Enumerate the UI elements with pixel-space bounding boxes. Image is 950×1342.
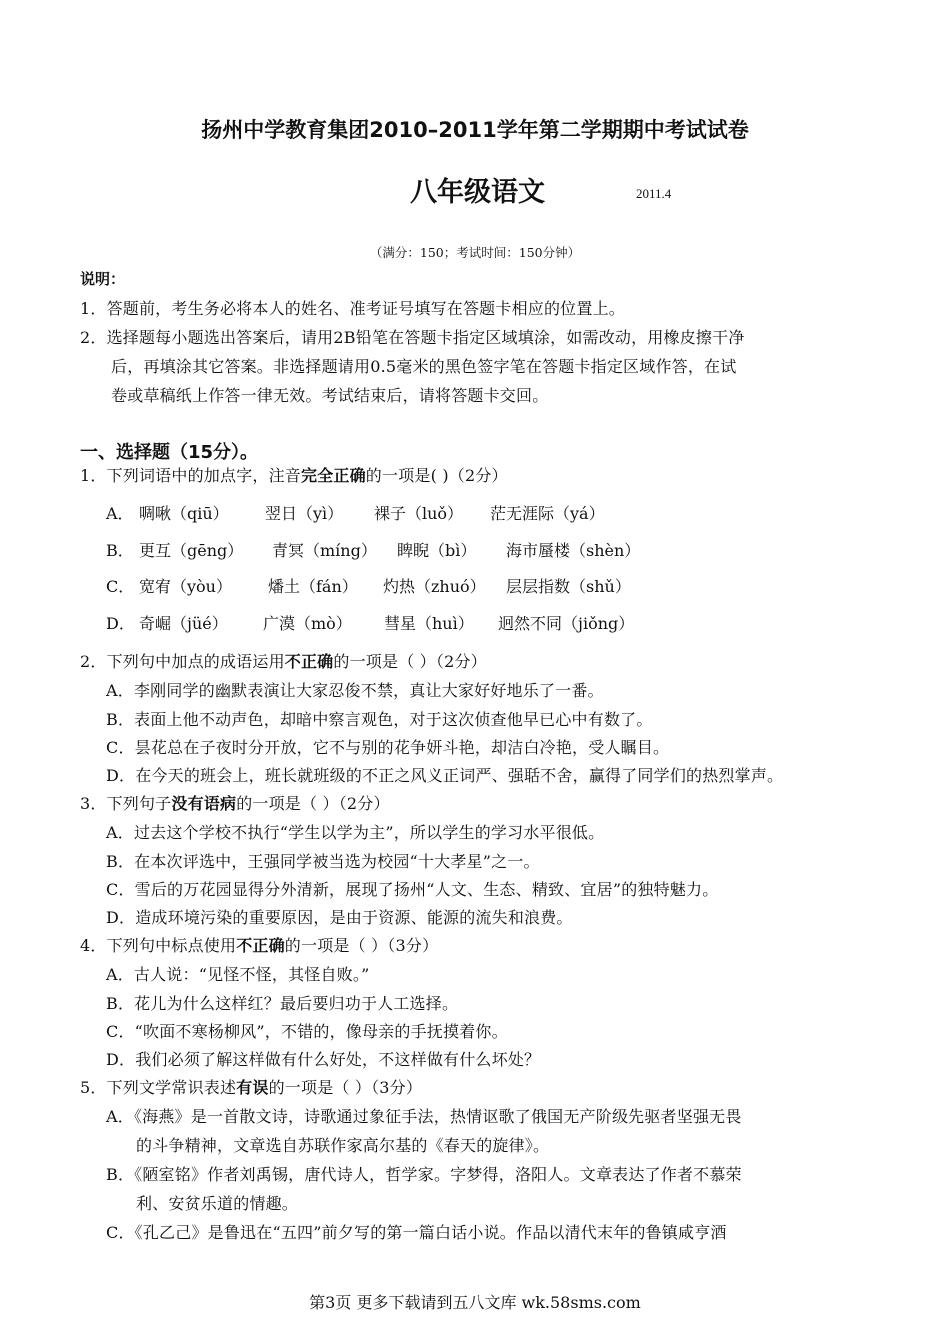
- q3-stem-prefix: 3．下列句子: [80, 794, 172, 813]
- q4-stem-emphasis: 不正确: [236, 936, 285, 955]
- q2-stem-prefix: 2．下列句中加点的成语运用: [80, 652, 285, 671]
- note-2-line-3: 卷或草稿纸上作答一律无效。考试结束后，请将答题卡交回。: [111, 386, 549, 405]
- q5-option-b-line-2: 利、安贫乐道的情趣。: [136, 1194, 299, 1213]
- q4-stem-suffix: 的一项是（ ）（3分）: [284, 936, 439, 955]
- q1-d-word-2: 广漠（mò）: [263, 614, 352, 633]
- q1-b-word-2: 青冥（míng）: [272, 541, 377, 560]
- q4-option-d: D．我们必须了解这样做有什么好处，不这样做有什么坏处？: [106, 1050, 541, 1069]
- q2-stem: [80, 649, 487, 672]
- q1-stem-suffix: 的一项是( )（2分）: [365, 466, 508, 485]
- q1-b-word-3: 睥睨（bì）: [397, 541, 477, 560]
- q2-stem-emphasis: 不正确: [284, 652, 334, 671]
- q4-option-c: C．“吹面不寒杨柳风”，不错的，像母亲的手抚摸着你。: [106, 1022, 508, 1041]
- q1-d-word-1: 奇崛（jüé）: [139, 614, 228, 633]
- q4-stem: [80, 933, 438, 956]
- q5-stem-emphasis: 有误: [236, 1078, 269, 1097]
- q1-stem-emphasis: 完全正确: [300, 466, 366, 485]
- q1-a-word-2: 翌日（yì）: [265, 504, 344, 523]
- section-heading: 一、选择题（15分）。: [80, 442, 259, 463]
- q2-option-b: B．表面上他不动声色，却暗中察言观色，对于这次侦查他早已心中有数了。: [106, 710, 653, 729]
- exam-date: 2011.4: [636, 186, 672, 201]
- note-2-line-1: 2．选择题每小题选出答案后，请用2B铅笔在答题卡指定区域填涂，如需改动，用橡皮擦干净: [80, 328, 745, 347]
- q4-stem-prefix: 4．下列句中标点使用: [80, 936, 237, 955]
- exam-title: 扬州中学教育集团2010–2011学年第二学期期中考试试卷: [201, 118, 749, 142]
- notes-heading: 说明：: [80, 270, 126, 288]
- q1-a-word-4: 茫无涯际（yá）: [490, 504, 605, 523]
- q1-a-label: A．: [106, 504, 134, 523]
- q1-b-word-4: 海市蜃楼（shèn）: [506, 541, 641, 560]
- q1-b-label: B．: [106, 541, 134, 560]
- q1-d-word-3: 彗星（huì）: [384, 614, 474, 633]
- q4-option-a: A．古人说：“见怪不怪，其怪自败。”: [106, 965, 370, 984]
- q3-option-c: C．雪后的万花园显得分外清新，展现了扬州“人文、生态、精致、宜居”的独特魅力。: [106, 880, 719, 899]
- q5-stem-prefix: 5．下列文学常识表述: [80, 1078, 237, 1097]
- q5-option-a-line-2: 的斗争精神，文章选自苏联作家高尔基的《春天的旋律》。: [136, 1136, 550, 1155]
- q5-option-c-line-1: C．《孔乙己》是鲁迅在“五四”前夕写的第一篇白话小说。作品以清代末年的鲁镇咸亨酒: [106, 1223, 727, 1242]
- q1-c-word-2: 燔土（fán）: [268, 577, 358, 596]
- q1-b-word-1: 更互（gēng）: [139, 541, 244, 560]
- q1-c-word-4: 层层指数（shǔ）: [506, 577, 631, 596]
- q1-d-word-4: 迥然不同（jiǒng）: [498, 614, 635, 633]
- q1-stem-prefix: 1．下列词语中的加点字，注音: [80, 466, 301, 485]
- q2-option-a: A．李刚同学的幽默表演让大家忍俊不禁，真让大家好好地乐了一番。: [106, 681, 604, 700]
- q1-stem: [80, 463, 508, 486]
- q1-d-label: D．: [106, 614, 135, 633]
- exam-subtitle: 八年级语文: [410, 177, 545, 208]
- q5-stem: [80, 1075, 422, 1098]
- q1-c-label: C．: [106, 577, 135, 596]
- q3-option-a: A．过去这个学校不执行“学生以学为主”，所以学生的学习水平很低。: [106, 823, 605, 842]
- q3-option-b: B．在本次评选中，王强同学被当选为校园“十大孝星”之一。: [106, 852, 540, 871]
- page-footer: 第3页 更多下载请到五八文库 wk.58sms.com: [309, 1293, 641, 1312]
- exam-info: （满分：150；考试时间：150分钟）: [369, 245, 581, 260]
- q4-option-b: B．花儿为什么这样红？最后要归功于人工选择。: [106, 994, 459, 1013]
- q2-option-c: C．昙花总在子夜时分开放，它不与别的花争妍斗艳，却洁白冷艳，受人瞩目。: [106, 738, 670, 757]
- q5-option-b-line-1: B．《陋室铭》作者刘禹锡，唐代诗人，哲学家。字梦得，洛阳人。文章表达了作者不慕荣: [106, 1165, 742, 1184]
- q1-a-word-1: 啁啾（qiū）: [139, 504, 229, 523]
- q3-stem: [80, 791, 390, 814]
- q5-option-a-line-1: A．《海燕》是一首散文诗，诗歌通过象征手法，热情讴歌了俄国无产阶级先驱者坚强无畏: [106, 1107, 742, 1126]
- note-2-line-2: 后，再填涂其它答案。非选择题请用0.5毫米的黑色签字笔在答题卡指定区域作答，在试: [111, 357, 737, 376]
- note-1: 1．答题前，考生务必将本人的姓名、准考证号填写在答题卡相应的位置上。: [80, 299, 625, 318]
- q1-c-word-3: 灼热（zhuó）: [383, 577, 486, 596]
- q3-stem-emphasis: 没有语病: [171, 794, 237, 813]
- q2-stem-suffix: 的一项是（ ）（2分）: [333, 652, 487, 671]
- q5-stem-suffix: 的一项是（ ）（3分）: [268, 1078, 423, 1097]
- q1-c-word-1: 宽宥（yòu）: [139, 577, 232, 596]
- q3-option-d: D．造成环境污染的重要原因，是由于资源、能源的流失和浪费。: [106, 908, 573, 927]
- q3-stem-suffix: 的一项是（ ）（2分）: [236, 794, 390, 813]
- q1-a-word-3: 裸子（luǒ）: [374, 504, 464, 523]
- q2-option-d: D．在今天的班会上，班长就班级的不正之风义正词严、强聒不舍，赢得了同学们的热烈掌声。: [106, 766, 784, 785]
